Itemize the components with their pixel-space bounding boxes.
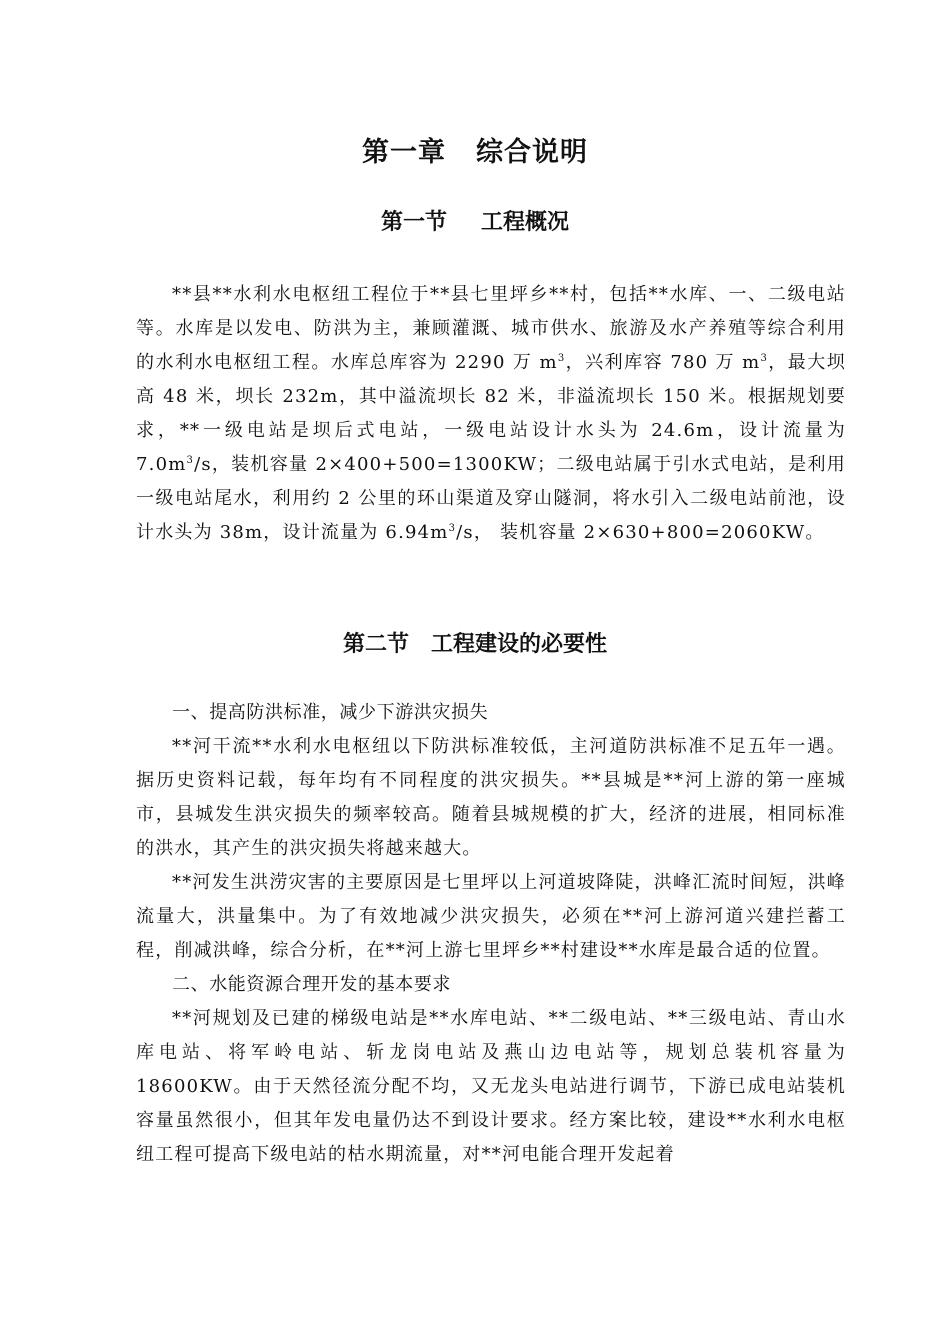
flood-paragraph-2: **河发生洪涝灾害的主要原因是七里坪以上河道坡降陡，洪峰汇流时间短，洪峰流量大，洪量集中。为了有效地减少洪灾损失，必须在**河上游河道兴建拦蓄工程，削减洪峰，综合分析，在**河上游七里坪乡**村建设**水库是最合适的位置。 bbox=[136, 872, 846, 961]
section-1-body bbox=[136, 278, 846, 550]
chapter-number: 第一章 bbox=[362, 137, 446, 168]
subheading-hydropower: 二、水能资源合理开发的基本要求 bbox=[172, 974, 451, 995]
flood-paragraph-1: **河干流**水利水电枢纽以下防洪标准较低，主河道防洪标准不足五年一遇。据历史资料记载，每年均有不同程度的洪灾损失。**县城是**河上游的第一座城市，县城发生洪灾损失的频率较高。随着县城规模的扩大，经济的进展，相同标准的洪水，其产生的洪灾损失将越来越大。 bbox=[136, 736, 846, 859]
chapter-name: 综合说明 bbox=[476, 137, 588, 168]
section-2-name: 工程建设的必要性 bbox=[431, 632, 608, 657]
subheading-flood-control: 一、提高防洪标准，减少下游洪灾损失 bbox=[172, 702, 489, 723]
section-1-title bbox=[0, 205, 950, 236]
section-2-number: 第二节 bbox=[342, 632, 409, 657]
section-1-number: 第一节 bbox=[380, 210, 447, 235]
section-2-title bbox=[0, 627, 950, 658]
hydropower-paragraph: **河规划及已建的梯级电站是**水库电站、**二级电站、**三级电站、青山水库电站、将军岭电站、斩龙岗电站及燕山边电站等，规划总装机容量为 18600KW。由于天然径流分配不均，又无龙头电站进行调节，下游已成电站装机容量虽然很小，但其年发电量仍达不到设计要求。经方案比较，建设**水利水电枢纽工程可提高下级电站的枯水期流量，对**河电能合理开发起着 bbox=[136, 1008, 846, 1165]
section-1-name: 工程概况 bbox=[481, 210, 570, 235]
project-overview-paragraph: **县**水利水电枢纽工程位于**县七里坪乡**村，包括**水库、一、二级电站等。水库是以发电、防洪为主，兼顾灌溉、城市供水、旅游及水产养殖等综合利用的水利水电枢纽工程。水库总库容为 2290 万 $m^3$，兴利库容 780 万 $m^3$，最大坝高 48 米，坝长 232m，其中溢流坝长 82 米，非溢流坝长 150 米。根据规划要求，**一级电站是坝后式电站，一级电站设计水头为 24.6m，设计流量为 $7.0m^3/s$，装机容量 2×400+500=1300KW；二级电站属于引水式电站，是利用一级电站尾水，利用约 2 公里的环山渠道及穿山隧洞，将水引入二级电站前池，设计水头为 38m，设计流量为 $6.94m^3/s$， 装机容量 2×630+800=2060KW。 bbox=[136, 284, 846, 543]
chapter-title bbox=[0, 130, 950, 169]
section-2-body bbox=[136, 696, 846, 1172]
